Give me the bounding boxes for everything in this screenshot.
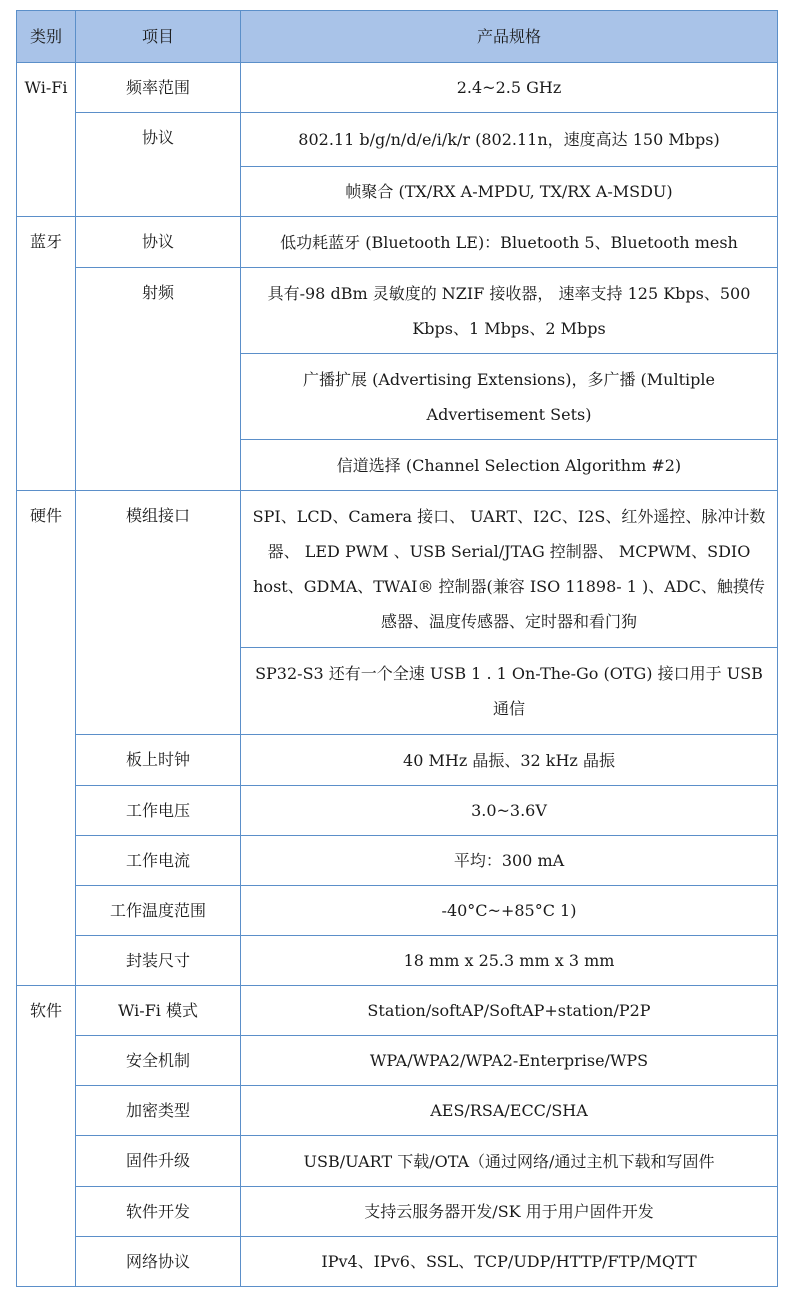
spec-table xyxy=(16,10,778,1287)
table-row xyxy=(17,936,778,986)
item-current: 工作电流 xyxy=(76,836,241,886)
spec-voltage: 3.0~3.6V xyxy=(241,786,778,836)
item-firmware-upgrade: 固件升级 xyxy=(76,1136,241,1187)
category-hardware: 硬件 xyxy=(17,491,76,986)
spec-firmware-upgrade: USB/UART 下载/OTA（通过网络/通过主机下载和写固件 xyxy=(241,1136,778,1187)
spec-wifi-mode: Station/softAP/SoftAP+station/P2P xyxy=(241,986,778,1036)
item-temperature: 工作温度范围 xyxy=(76,886,241,936)
item-rf: 射频 xyxy=(76,268,241,491)
item-bt-protocol: 协议 xyxy=(76,217,241,268)
item-software-dev: 软件开发 xyxy=(76,1187,241,1237)
spec-channel-selection: 信道选择 (Channel Selection Algorithm #2) xyxy=(241,440,778,491)
header-category: 类别 xyxy=(17,11,76,63)
spec-bt-protocol: 低功耗蓝牙 (Bluetooth LE)：Bluetooth 5、Bluetooth mesh xyxy=(241,217,778,268)
spec-encryption: AES/RSA/ECC/SHA xyxy=(241,1086,778,1136)
spec-rf: 具有-98 dBm 灵敏度的 NZIF 接收器， 速率支持 125 Kbps、500 Kbps、1 Mbps、2 Mbps xyxy=(241,268,778,354)
category-software: 软件 xyxy=(17,986,76,1287)
item-voltage: 工作电压 xyxy=(76,786,241,836)
spec-software-dev: 支持云服务器开发/SK 用于用户固件开发 xyxy=(241,1187,778,1237)
table-header xyxy=(17,11,778,63)
spec-frequency: 2.4~2.5 GHz xyxy=(241,63,778,113)
spec-network-protocol: IPv4、IPv6、SSL、TCP/UDP/HTTP/FTP/MQTT xyxy=(241,1237,778,1287)
item-network-protocol: 网络协议 xyxy=(76,1237,241,1287)
table-row xyxy=(17,1036,778,1086)
spec-otg: SP32-S3 还有一个全速 USB 1 . 1 On-The-Go (OTG) 接口用于 USB 通信 xyxy=(241,648,778,735)
table-row xyxy=(17,491,778,648)
table-row xyxy=(17,268,778,354)
spec-wifi-protocol: 802.11 b/g/n/d/e/i/k/r (802.11n，速度高达 150 Mbps) xyxy=(241,113,778,167)
spec-security: WPA/WPA2/WPA2-Enterprise/WPS xyxy=(241,1036,778,1086)
table-row xyxy=(17,735,778,786)
table-row xyxy=(17,1136,778,1187)
table-row xyxy=(17,836,778,886)
item-security: 安全机制 xyxy=(76,1036,241,1086)
item-clock: 板上时钟 xyxy=(76,735,241,786)
table-row xyxy=(17,786,778,836)
spec-temperature: -40°C~+85°C 1) xyxy=(241,886,778,936)
table-row xyxy=(17,63,778,113)
spec-current: 平均：300 mA xyxy=(241,836,778,886)
category-bluetooth: 蓝牙 xyxy=(17,217,76,491)
spec-frame-aggregation: 帧聚合 (TX/RX A-MPDU, TX/RX A-MSDU) xyxy=(241,167,778,217)
item-frequency: 频率范围 xyxy=(76,63,241,113)
table-row xyxy=(17,1086,778,1136)
spec-advertising: 广播扩展 (Advertising Extensions)，多广播 (Multiple Advertisement Sets) xyxy=(241,354,778,440)
table-row xyxy=(17,1187,778,1237)
spec-package-size: 18 mm x 25.3 mm x 3 mm xyxy=(241,936,778,986)
item-package-size: 封装尺寸 xyxy=(76,936,241,986)
table-row xyxy=(17,217,778,268)
table-row xyxy=(17,1237,778,1287)
item-wifi-protocol: 协议 xyxy=(76,113,241,217)
table-row xyxy=(17,986,778,1036)
header-spec: 产品规格 xyxy=(241,11,778,63)
category-wifi: Wi-Fi xyxy=(17,63,76,217)
spec-clock: 40 MHz 晶振、32 kHz 晶振 xyxy=(241,735,778,786)
header-item: 项目 xyxy=(76,11,241,63)
spec-module-interface: SPI、LCD、Camera 接口、 UART、I2C、I2S、红外遥控、脉冲计数 器、 LED PWM 、USB Serial/JTAG 控制器、 MCPWM、SDIO host、GDMA、TWAI® 控制器(兼容 ISO 11898- 1 )、ADC、触摸传感器、温度传感器、定时器和看门狗 xyxy=(241,491,778,648)
item-module-interface: 模组接口 xyxy=(76,491,241,735)
item-encryption: 加密类型 xyxy=(76,1086,241,1136)
header-row xyxy=(17,11,778,63)
item-wifi-mode: Wi-Fi 模式 xyxy=(76,986,241,1036)
table-row xyxy=(17,113,778,167)
table-row xyxy=(17,886,778,936)
